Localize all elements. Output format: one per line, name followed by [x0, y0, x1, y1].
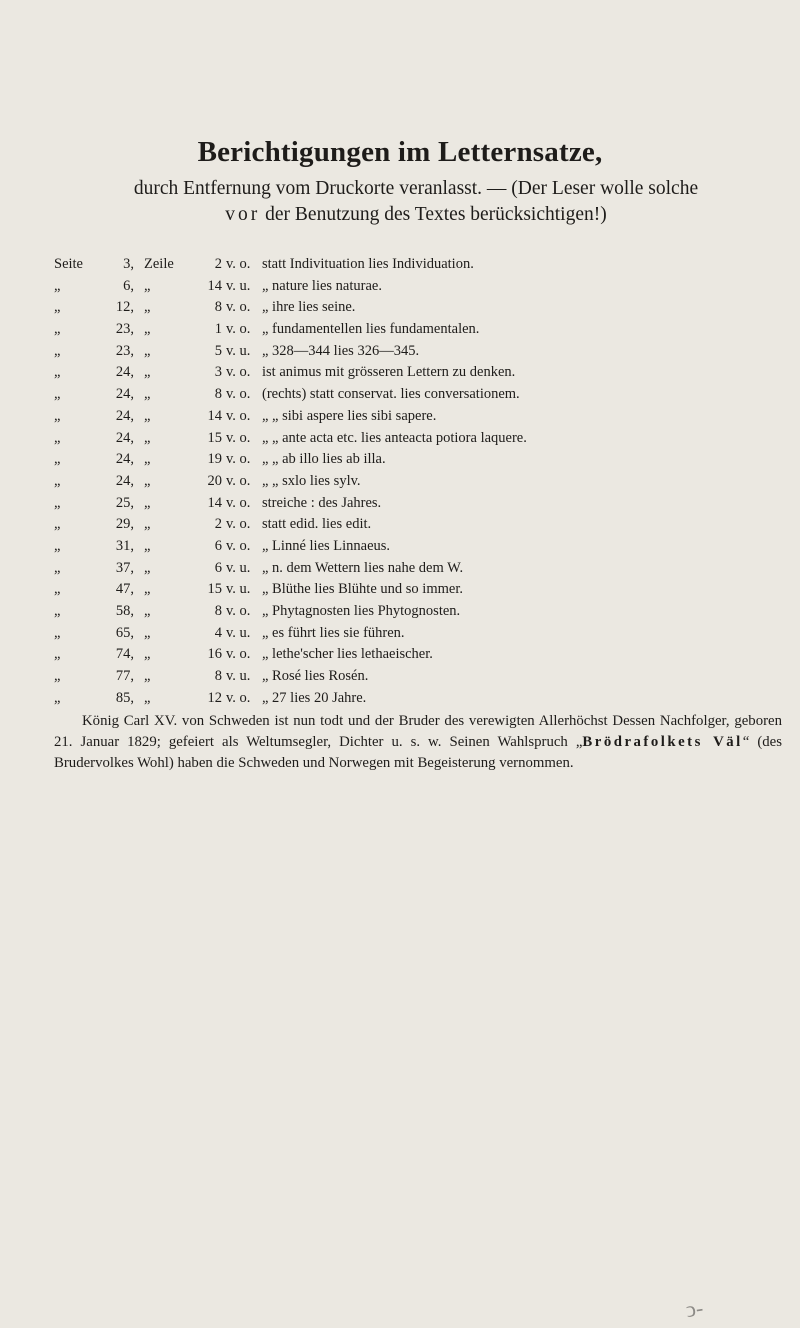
errata-seite: „ — [54, 516, 61, 533]
errata-page: 23, — [115, 321, 134, 338]
errata-row — [54, 299, 794, 321]
footnote-text-2: “ (des Brudervolkes Wohl) haben die Schweden und Norwegen mit Begeisterung vernommen. — [54, 734, 783, 771]
errata-page: 29, — [115, 516, 134, 533]
errata-row — [54, 364, 794, 386]
errata-page: 58, — [115, 603, 134, 619]
pencil-mark: ↄ- — [684, 1294, 705, 1323]
errata-position: v. o. — [226, 537, 251, 554]
errata-page: 24, — [115, 429, 134, 446]
errata-zeile: „ — [144, 321, 151, 338]
errata-correction: (rechts) statt conservat. lies conversationem. — [262, 386, 520, 403]
errata-line: 4 — [214, 624, 222, 641]
errata-zeile: „ — [144, 472, 151, 489]
errata-seite: „ — [54, 342, 61, 359]
errata-position: v. o. — [226, 646, 251, 663]
errata-row — [54, 321, 794, 343]
errata-row — [54, 495, 794, 517]
footnote — [54, 711, 782, 774]
errata-seite: „ — [54, 581, 61, 598]
errata-position: v. o. — [226, 603, 251, 619]
errata-zeile: „ — [144, 364, 151, 381]
errata-seite: „ — [54, 321, 61, 338]
errata-position: v. o. — [226, 429, 251, 446]
errata-seite: „ — [54, 494, 61, 511]
errata-line: 1 — [214, 321, 222, 338]
errata-line: 14 — [207, 407, 222, 424]
errata-zeile: „ — [144, 689, 151, 706]
footnote-paragraph — [54, 711, 782, 774]
errata-line: 15 — [207, 581, 222, 598]
errata-row — [54, 256, 794, 278]
errata-page: 24, — [115, 407, 134, 424]
errata-zeile: „ — [144, 429, 151, 446]
errata-position: v. o. — [226, 472, 251, 489]
errata-position: v. o. — [226, 256, 251, 272]
errata-position: v. o. — [226, 299, 251, 316]
errata-line: 19 — [207, 451, 222, 468]
errata-correction: ist animus mit grösseren Lettern zu denken. — [262, 364, 516, 381]
errata-position: v. o. — [226, 516, 251, 533]
subtitle-line-1: durch Entfernung vom Druckorte veranlasst. — (Der Leser wolle solche — [133, 178, 699, 199]
errata-zeile: „ — [144, 624, 151, 641]
errata-seite: „ — [54, 603, 61, 619]
errata-zeile: „ — [144, 603, 151, 619]
errata-zeile: „ — [144, 299, 151, 316]
errata-zeile: „ — [144, 581, 151, 598]
errata-seite: „ — [54, 386, 61, 403]
errata-line: 6 — [214, 559, 222, 576]
errata-position: v. o. — [226, 321, 251, 338]
errata-page: 23, — [115, 342, 134, 359]
errata-correction: „ „ sxlo lies sylv. — [262, 472, 361, 489]
errata-page: 65, — [115, 624, 134, 641]
errata-row — [54, 408, 794, 430]
errata-line: 15 — [207, 429, 222, 446]
errata-page: 77, — [115, 668, 134, 685]
errata-row — [54, 625, 794, 647]
errata-list — [54, 256, 794, 711]
errata-correction: „ Blüthe lies Blühte und so immer. — [262, 581, 463, 598]
errata-row — [54, 386, 794, 408]
errata-position: v. o. — [226, 689, 251, 706]
errata-seite: „ — [54, 472, 61, 489]
subtitle-line-2 — [56, 202, 776, 228]
errata-position: v. u. — [226, 668, 251, 685]
errata-position: v. u. — [226, 624, 251, 641]
errata-page: 3, — [123, 256, 134, 272]
errata-seite: „ — [54, 537, 61, 554]
errata-correction: „ „ sibi aspere lies sibi sapere. — [262, 407, 437, 424]
errata-position: v. u. — [226, 342, 251, 359]
errata-seite: „ — [54, 689, 61, 706]
errata-page: 31, — [115, 537, 134, 554]
errata-row — [54, 343, 794, 365]
errata-line: 16 — [207, 646, 222, 663]
errata-correction: „ lethe'scher lies lethaeischer. — [262, 646, 433, 663]
errata-correction: „ Linné lies Linnaeus. — [262, 537, 391, 554]
errata-row — [54, 516, 794, 538]
errata-line: 8 — [214, 603, 222, 619]
errata-zeile: „ — [144, 516, 151, 533]
errata-row — [54, 603, 794, 625]
errata-correction: „ Rosé lies Rosén. — [262, 668, 369, 685]
errata-correction: statt Indivituation lies Individuation. — [262, 256, 474, 272]
errata-zeile: „ — [144, 537, 151, 554]
errata-zeile: Zeile — [144, 256, 174, 272]
errata-seite: „ — [54, 624, 61, 641]
errata-row — [54, 451, 794, 473]
errata-page: 85, — [115, 689, 134, 706]
errata-page: 12, — [115, 299, 134, 316]
errata-row — [54, 581, 794, 603]
errata-correction: statt edid. lies edit. — [262, 516, 372, 533]
errata-correction: „ 328—344 lies 326—345. — [262, 342, 420, 359]
errata-line: 5 — [214, 342, 222, 359]
errata-zeile: „ — [144, 342, 151, 359]
errata-zeile: „ — [144, 646, 151, 663]
errata-page: 47, — [115, 581, 134, 598]
errata-seite: Seite — [54, 256, 83, 272]
errata-line: 12 — [207, 689, 222, 706]
errata-correction: „ nature lies naturae. — [262, 277, 382, 294]
errata-position: v. o. — [226, 364, 251, 381]
errata-seite: „ — [54, 646, 61, 663]
errata-seite: „ — [54, 451, 61, 468]
errata-seite: „ — [54, 559, 61, 576]
errata-line: 20 — [207, 472, 222, 489]
errata-correction: „ n. dem Wettern lies nahe dem W. — [262, 559, 464, 576]
footnote-motto: Brödrafolkets Väl — [582, 734, 743, 750]
errata-page: 74, — [115, 646, 134, 663]
errata-zeile: „ — [144, 559, 151, 576]
errata-line: 8 — [214, 386, 222, 403]
errata-line: 6 — [214, 537, 222, 554]
errata-seite: „ — [54, 364, 61, 381]
errata-line: 14 — [207, 494, 222, 511]
errata-correction: „ „ ab illo lies ab illa. — [262, 451, 386, 468]
errata-line: 2 — [214, 256, 222, 272]
errata-page: 24, — [115, 364, 134, 381]
errata-zeile: „ — [144, 407, 151, 424]
errata-page: 24, — [115, 386, 134, 403]
errata-seite: „ — [54, 299, 61, 316]
errata-seite: „ — [54, 277, 61, 294]
errata-row — [54, 560, 794, 582]
errata-line: 14 — [207, 277, 222, 294]
errata-row — [54, 278, 794, 300]
errata-row — [54, 668, 794, 690]
errata-correction: „ „ ante acta etc. lies anteacta potiora laquere. — [262, 429, 527, 446]
errata-correction: „ Phytagnosten lies Phytognosten. — [262, 603, 461, 619]
errata-position: v. o. — [226, 386, 251, 403]
errata-zeile: „ — [144, 277, 151, 294]
errata-position: v. u. — [226, 559, 251, 576]
errata-zeile: „ — [144, 386, 151, 403]
errata-correction: „ 27 lies 20 Jahre. — [262, 689, 367, 706]
errata-correction: „ es führt lies sie führen. — [262, 624, 405, 641]
page-title: Berichtigungen im Letternsatze, — [197, 136, 603, 168]
errata-correction: streiche : des Jahres. — [262, 494, 382, 511]
errata-correction: „ fundamentellen lies fundamentalen. — [262, 321, 480, 338]
errata-line: 8 — [214, 299, 222, 316]
errata-page: 25, — [115, 494, 134, 511]
errata-correction: „ ihre lies seine. — [262, 299, 356, 316]
errata-seite: „ — [54, 407, 61, 424]
errata-zeile: „ — [144, 494, 151, 511]
errata-row — [54, 430, 794, 452]
errata-page: 6, — [123, 277, 134, 294]
errata-row — [54, 538, 794, 560]
errata-row — [54, 473, 794, 495]
errata-page: 24, — [115, 451, 134, 468]
errata-zeile: „ — [144, 668, 151, 685]
errata-seite: „ — [54, 429, 61, 446]
footnote-text-1: König Carl XV. von Schweden ist nun todt und der Bruder des verewigten Allerhöchst Dessen Nachfolger, geboren 21. Januar 1829; gefeiert als Weltumsegler, Dichter u. s. w. Seinen Wahlspruch „ — [54, 713, 782, 750]
errata-page: 37, — [115, 559, 134, 576]
subtitle-rest: der Benutzung des Textes berücksichtigen!) — [260, 204, 607, 225]
errata-seite: „ — [54, 668, 61, 685]
errata-position: v. u. — [226, 277, 251, 294]
errata-position: v. o. — [226, 451, 251, 468]
errata-line: 8 — [214, 668, 222, 685]
errata-position: v. o. — [226, 494, 251, 511]
errata-row — [54, 646, 794, 668]
errata-line: 3 — [214, 364, 222, 381]
errata-line: 2 — [214, 516, 222, 533]
errata-page: 24, — [115, 472, 134, 489]
errata-position: v. o. — [226, 407, 251, 424]
errata-zeile: „ — [144, 451, 151, 468]
errata-position: v. u. — [226, 581, 251, 598]
errata-row — [54, 690, 794, 712]
subtitle-spaced-word: vor — [225, 204, 261, 225]
